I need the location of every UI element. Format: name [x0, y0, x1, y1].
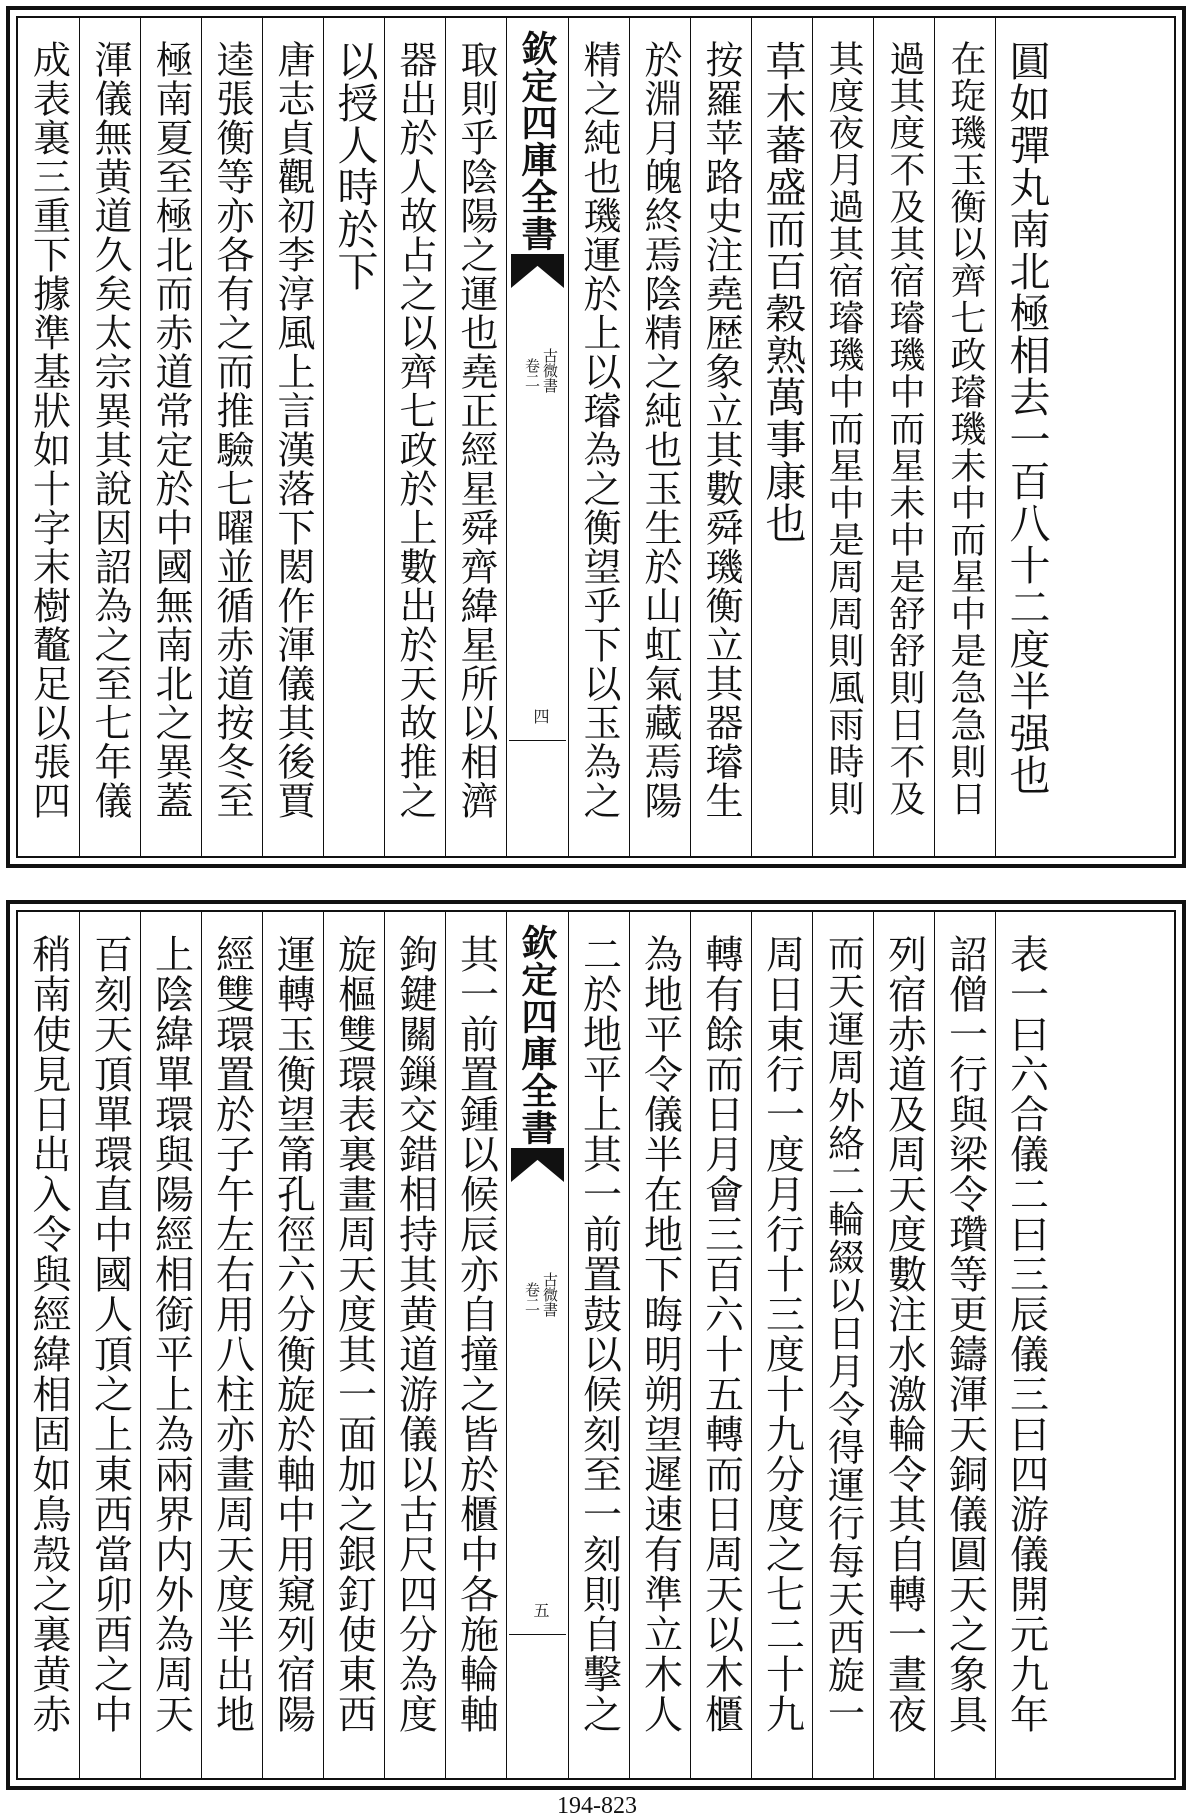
- column-text: 詔僧一行與梁令瓚等更鑄渾天銅儀圓天之象具: [942, 934, 988, 1734]
- column-text: 以授人時於下: [330, 40, 379, 292]
- book-title: 欽定四庫全書: [516, 30, 558, 252]
- text-column: [995, 912, 1056, 1778]
- center-fold-column: [506, 912, 568, 1778]
- page-number: 五: [531, 1602, 550, 1618]
- text-column: [873, 18, 934, 856]
- column-text: 按羅苹路史注堯歴象立其數舜璣衡立其器璿生: [699, 40, 743, 820]
- page-reference: 194-823: [557, 1793, 637, 1819]
- column-text: 為地平令儀半在地下晦明朔望遲速有準立木人: [637, 934, 683, 1734]
- column-text: 逵張衡等亦各有之而推驗七曜並循赤道按冬至: [210, 40, 254, 820]
- text-column: [934, 18, 995, 856]
- column-text: 旋樞雙環表裏畫周天度其一面加之銀釘使東西: [331, 934, 377, 1734]
- text-column: [323, 18, 384, 856]
- fold-rule: [509, 1634, 566, 1635]
- center-fold-column: [506, 18, 568, 856]
- column-text: 轉有餘而日月會三百六十五轉而日周天以木櫃: [698, 934, 744, 1734]
- text-column: [384, 18, 445, 856]
- column-text: 運轉玉衡望筩孔徑六分衡旋於軸中用窺列宿陽: [270, 934, 316, 1734]
- column-text: 極南夏至極北而赤道常定於中國無南北之異蓋: [149, 40, 193, 820]
- column-text: 上陰緯單環與陽經相銜平上為兩界内外為周天: [148, 934, 194, 1734]
- column-text: 圓如彈丸南北極相去一百八十二度半强也: [1002, 40, 1051, 796]
- column-text: 於淵月魄終焉陰精之純也玉生於山虹氣藏焉陽: [638, 40, 682, 820]
- column-text: 二於地平上其一前置鼓以候刻至一刻則自擊之: [576, 934, 622, 1734]
- fold-label-book: 古微書: [541, 348, 559, 393]
- column-text: 而天運周外絡二輪綴以日月令得運行每天西旋一: [821, 934, 865, 1732]
- column-text: 唐志貞觀初李淳風上言漢落下閎作渾儀其後賈: [271, 40, 315, 820]
- column-text: 取則乎陰陽之運也堯正經星舜齊緯星所以相濟: [454, 40, 498, 820]
- text-column: [262, 912, 323, 1778]
- column-text: 在琁璣玉衡以齊七政璿璣未中而星中是急急則日: [945, 40, 986, 817]
- text-column: [568, 912, 629, 1778]
- column-text: 其度夜月過其宿璿璣中而星中是周周則風雨時則: [823, 40, 864, 817]
- text-column: [629, 912, 690, 1778]
- book-title: 欽定四庫全書: [516, 924, 558, 1146]
- page-number: 四: [531, 708, 550, 724]
- text-column: [751, 912, 812, 1778]
- fold-label-volume: 卷二: [523, 358, 541, 388]
- text-column: [934, 912, 995, 1778]
- text-column: [18, 18, 79, 856]
- bottom-page-frame: [16, 910, 1176, 1780]
- text-column: [812, 912, 873, 1778]
- text-column: [445, 18, 506, 856]
- top-page-frame: [16, 16, 1176, 858]
- text-column: [384, 912, 445, 1778]
- column-text: 周日東行一度月行十三度十九分度之七二十九: [759, 934, 805, 1734]
- text-column: [323, 912, 384, 1778]
- text-column: [751, 18, 812, 856]
- text-column: [79, 912, 140, 1778]
- column-text: 成表裏三重下據準基狀如十字末樹鼇足以張四: [26, 40, 71, 820]
- text-column: [18, 912, 79, 1778]
- text-column: [79, 18, 140, 856]
- text-column: [873, 912, 934, 1778]
- column-text: 其一前置鍾以候辰亦自撞之皆於櫃中各施輪軸: [453, 934, 499, 1734]
- text-column: [140, 18, 201, 856]
- fold-label-book: 古微書: [541, 1272, 559, 1317]
- fold-rule: [509, 740, 566, 741]
- bottom-page-panel: [6, 900, 1186, 1790]
- text-column: [445, 912, 506, 1778]
- column-text: 草木蕃盛而百穀熟萬事康也: [758, 40, 807, 544]
- column-text: 精之純也璣運於上以璿為之衡望乎下以玉為之: [577, 40, 621, 820]
- column-text: 稍南使見日出入令與經緯相固如鳥殼之裏黄赤: [26, 934, 71, 1734]
- column-text: 列宿赤道及周天度數注水激輪令其自轉一晝夜: [881, 934, 927, 1734]
- column-text: 百刻天頂單環直中國人頂之上東西當卯酉之中: [87, 934, 133, 1734]
- text-column: [201, 912, 262, 1778]
- text-column: [995, 18, 1056, 856]
- column-text: 器出於人故占之以齊七政於上數出於天故推之: [393, 40, 437, 820]
- text-column: [568, 18, 629, 856]
- column-text: 表一曰六合儀二曰三辰儀三曰四游儀開元九年: [1003, 934, 1049, 1734]
- text-column: [690, 18, 751, 856]
- fold-label-volume: 卷二: [523, 1282, 541, 1312]
- text-column: [140, 912, 201, 1778]
- column-text: 渾儀無黄道久矣太宗異其說因詔為之至七年儀: [88, 40, 132, 820]
- text-column: [201, 18, 262, 856]
- column-text: 經雙環置於子午左右用八柱亦畫周天度半出地: [209, 934, 255, 1734]
- text-column: [690, 912, 751, 1778]
- top-page-panel: [6, 6, 1186, 868]
- column-text: 過其度不及其宿璿璣中而星未中是舒舒則日不及: [884, 40, 925, 817]
- text-column: [262, 18, 323, 856]
- text-column: [629, 18, 690, 856]
- text-column: [812, 18, 873, 856]
- column-text: 鉤鍵關鏁交錯相持其黄道游儀以古尺四分為度: [392, 934, 438, 1734]
